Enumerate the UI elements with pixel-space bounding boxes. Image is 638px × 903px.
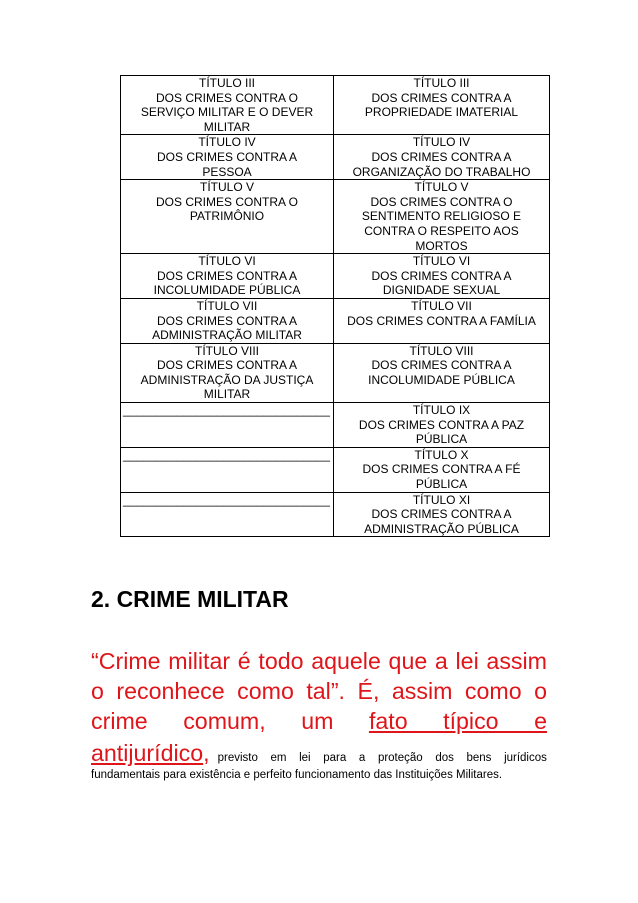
left-cell-blank-line: _______________________________ <box>121 447 334 492</box>
small-word: jurídicos <box>504 752 547 764</box>
comma: , <box>203 740 210 766</box>
table-body <box>121 76 550 537</box>
small-word: em <box>270 752 287 764</box>
left-cell: TÍTULO VI DOS CRIMES CONTRA A INCOLUMIDADE PÚBLICA <box>121 254 334 299</box>
quote-text: “Crime militar é todo aquele que a lei assim o reconhece como tal”. É, assim como o crime comum, um <box>91 648 547 734</box>
small-word: previsto <box>217 752 258 764</box>
antijuridico-phrase <box>91 740 210 767</box>
right-cell: TÍTULO IV DOS CRIMES CONTRA A ORGANIZAÇÃO DO TRABALHO <box>334 135 550 180</box>
left-cell: TÍTULO III DOS CRIMES CONTRA O SERVIÇO MILITAR E O DEVER MILITAR <box>121 76 334 135</box>
table-row <box>121 492 550 537</box>
table-row <box>121 180 550 254</box>
left-cell: TÍTULO V DOS CRIMES CONTRA O PATRIMÔNIO <box>121 180 334 254</box>
titles-table <box>120 75 550 537</box>
right-cell: TÍTULO VIII DOS CRIMES CONTRA A INCOLUMIDADE PÚBLICA <box>334 343 550 402</box>
crimes-comparison-table <box>120 75 545 537</box>
small-word: dos <box>435 752 454 764</box>
right-cell: TÍTULO X DOS CRIMES CONTRA A FÉ PÚBLICA <box>334 447 550 492</box>
definition-quote <box>91 646 547 736</box>
table-row <box>121 403 550 448</box>
left-cell: TÍTULO IV DOS CRIMES CONTRA A PESSOA <box>121 135 334 180</box>
small-word: bens <box>466 752 492 764</box>
right-cell: TÍTULO VI DOS CRIMES CONTRA A DIGNIDADE SEXUAL <box>334 254 550 299</box>
right-cell: TÍTULO III DOS CRIMES CONTRA A PROPRIEDADE IMATERIAL <box>334 76 550 135</box>
table-row <box>121 447 550 492</box>
left-cell-blank-line: _______________________________ <box>121 403 334 448</box>
table-row <box>121 298 550 343</box>
table-row <box>121 343 550 402</box>
small-word: a <box>358 752 366 764</box>
right-cell: TÍTULO IX DOS CRIMES CONTRA A PAZ PÚBLICA <box>334 403 550 448</box>
section-heading: 2. CRIME MILITAR <box>91 586 289 612</box>
small-word: para <box>323 752 347 764</box>
left-cell: TÍTULO VIII DOS CRIMES CONTRA A ADMINISTRAÇÃO DA JUSTIÇA MILITAR <box>121 343 334 402</box>
right-cell: TÍTULO VII DOS CRIMES CONTRA A FAMÍLIA <box>334 298 550 343</box>
right-cell: TÍTULO XI DOS CRIMES CONTRA A ADMINISTRAÇÃO PÚBLICA <box>334 492 550 537</box>
left-cell: TÍTULO VII DOS CRIMES CONTRA A ADMINISTRAÇÃO MILITAR <box>121 298 334 343</box>
table-row <box>121 254 550 299</box>
table-row <box>121 135 550 180</box>
paragraph-tail <box>91 740 547 783</box>
antijuridico-word: antijurídico <box>91 740 204 766</box>
mixed-size-line <box>91 740 547 767</box>
small-word: lei <box>299 752 311 764</box>
quote-underlined-text: fato típico e <box>368 708 547 734</box>
small-text-run <box>218 752 547 764</box>
small-word: proteção <box>377 752 423 764</box>
final-line: fundamentais para existência e perfeito funcionamento das Instituições Militares. <box>91 769 503 781</box>
left-cell-blank-line: _______________________________ <box>121 492 334 537</box>
right-cell: TÍTULO V DOS CRIMES CONTRA O SENTIMENTO RELIGIOSO E CONTRA O RESPEITO AOS MORTOS <box>334 180 550 254</box>
table-row <box>121 76 550 135</box>
